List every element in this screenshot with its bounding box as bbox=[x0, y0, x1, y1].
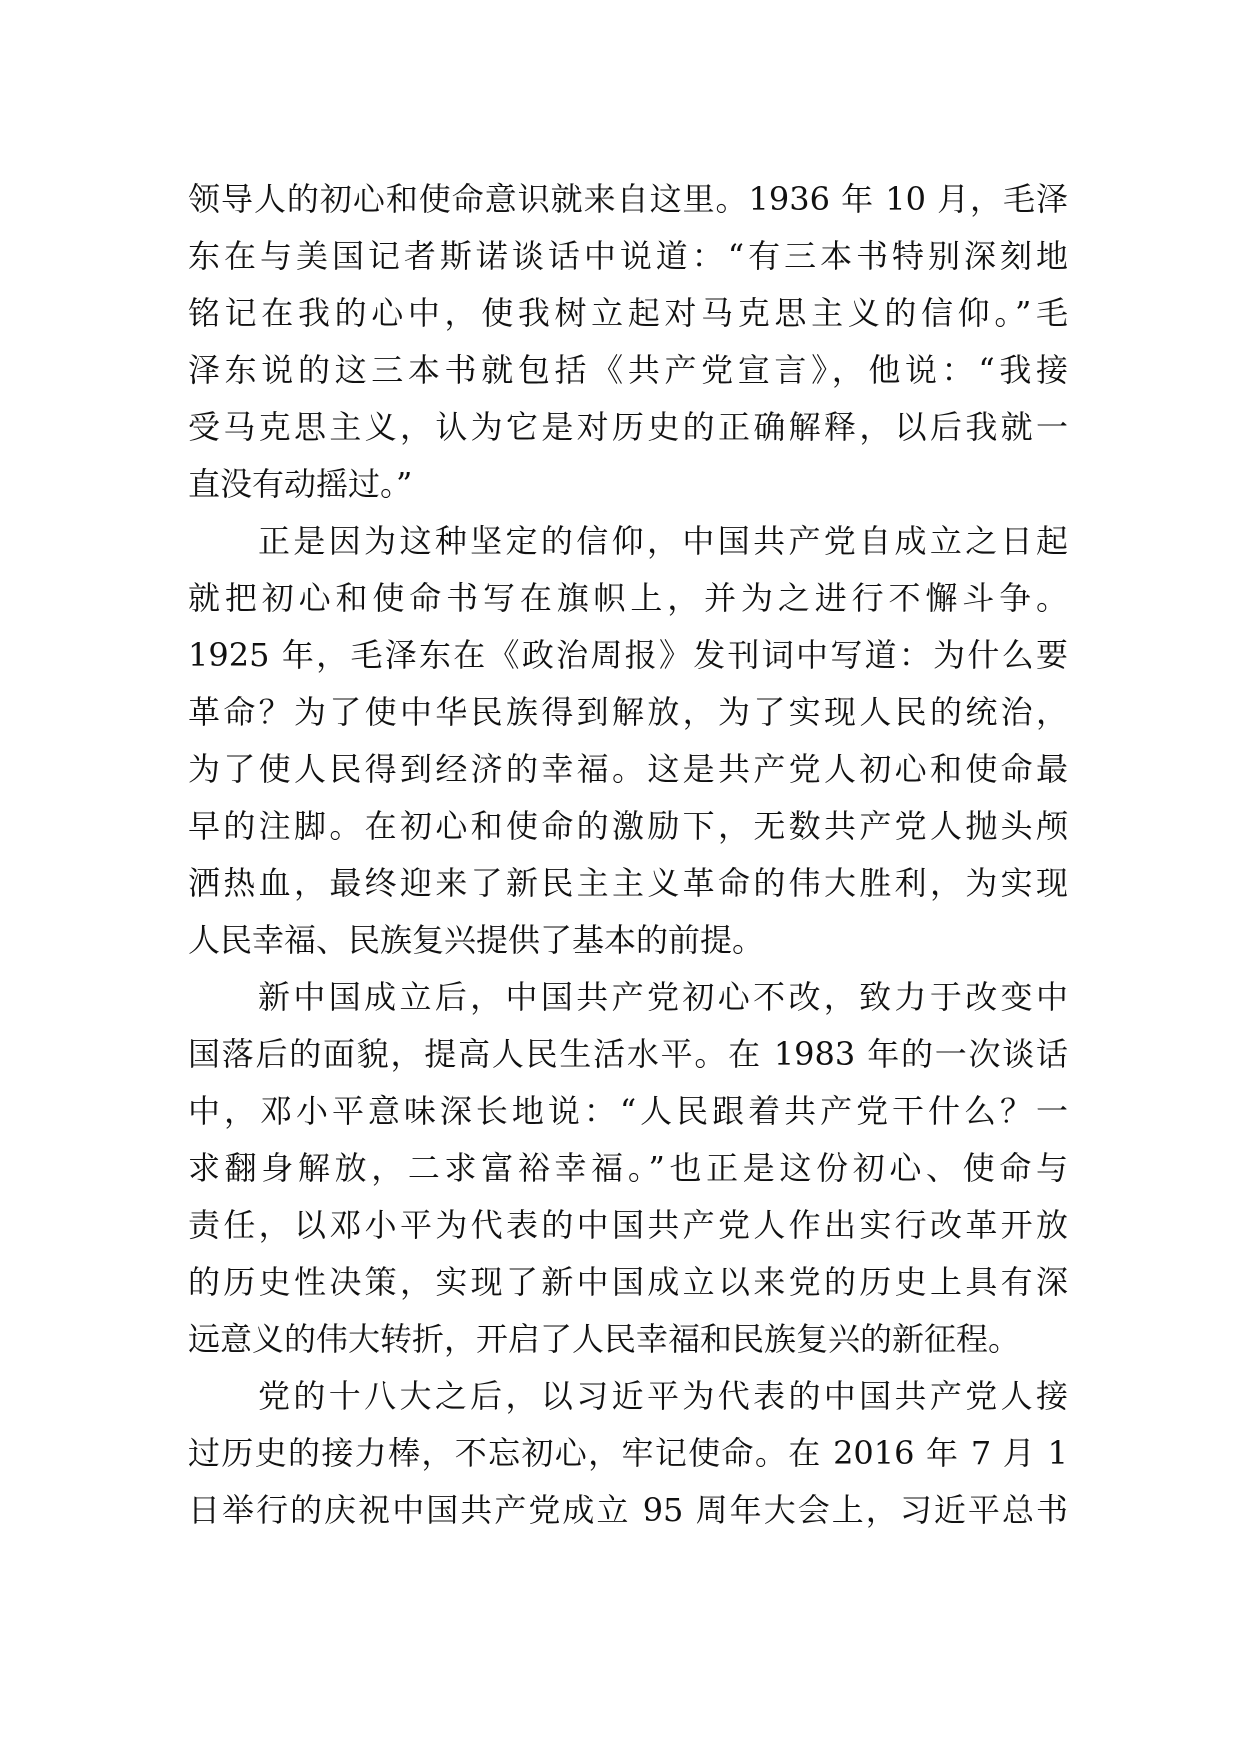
text-line: 过历史的接力棒，不忘初心，牢记使命。在 2016 年 7 月 1 bbox=[188, 1434, 1068, 1472]
text-line: 远意义的伟大转折，开启了人民幸福和民族复兴的新征程。 bbox=[188, 1320, 1021, 1358]
body-text bbox=[188, 171, 1068, 1539]
text-line: 受马克思主义，认为它是对历史的正确解释，以后我就一 bbox=[188, 408, 1068, 446]
text-line: 责任，以邓小平为代表的中国共产党人作出实行改革开放 bbox=[188, 1206, 1068, 1244]
text-line: 就把初心和使命书写在旗帜上，并为之进行不懈斗争。 bbox=[188, 579, 1068, 617]
text-line: 的历史性决策，实现了新中国成立以来党的历史上具有深 bbox=[188, 1263, 1068, 1301]
text-line: 泽东说的这三本书就包括《共产党宣言》，他说：“我接 bbox=[188, 351, 1068, 389]
text-line: 革命？为了使中华民族得到解放，为了实现人民的统治， bbox=[188, 693, 1068, 731]
text-line: 领导人的初心和使命意识就来自这里。1936 年 10 月，毛泽 bbox=[188, 180, 1068, 218]
text-line: 日举行的庆祝中国共产党成立 95 周年大会上，习近平总书 bbox=[188, 1491, 1068, 1529]
text-line: 东在与美国记者斯诺谈话中说道：“有三本书特别深刻地 bbox=[188, 237, 1068, 275]
text-line: 求翻身解放，二求富裕幸福。”也正是这份初心、使命与 bbox=[188, 1149, 1068, 1187]
paragraph-first-line: 正是因为这种坚定的信仰，中国共产党自成立之日起 bbox=[258, 522, 1068, 560]
text-line: 直没有动摇过。” bbox=[188, 465, 413, 503]
text-line: 早的注脚。在初心和使命的激励下，无数共产党人抛头颅 bbox=[188, 807, 1068, 845]
text-line: 洒热血，最终迎来了新民主主义革命的伟大胜利，为实现 bbox=[188, 864, 1068, 902]
text-line: 中，邓小平意味深长地说：“人民跟着共产党干什么？一 bbox=[188, 1092, 1068, 1130]
text-line: 1925 年，毛泽东在《政治周报》发刊词中写道：为什么要 bbox=[188, 636, 1068, 674]
text-line: 国落后的面貌，提高人民生活水平。在 1983 年的一次谈话 bbox=[188, 1035, 1068, 1073]
text-line: 人民幸福、民族复兴提供了基本的前提。 bbox=[188, 921, 765, 959]
paragraph-first-line: 新中国成立后，中国共产党初心不改，致力于改变中 bbox=[258, 978, 1068, 1016]
paragraph-first-line: 党的十八大之后，以习近平为代表的中国共产党人接 bbox=[258, 1377, 1068, 1415]
text-line: 为了使人民得到经济的幸福。这是共产党人初心和使命最 bbox=[188, 750, 1068, 788]
text-line: 铭记在我的心中，使我树立起对马克思主义的信仰。”毛 bbox=[188, 294, 1068, 332]
